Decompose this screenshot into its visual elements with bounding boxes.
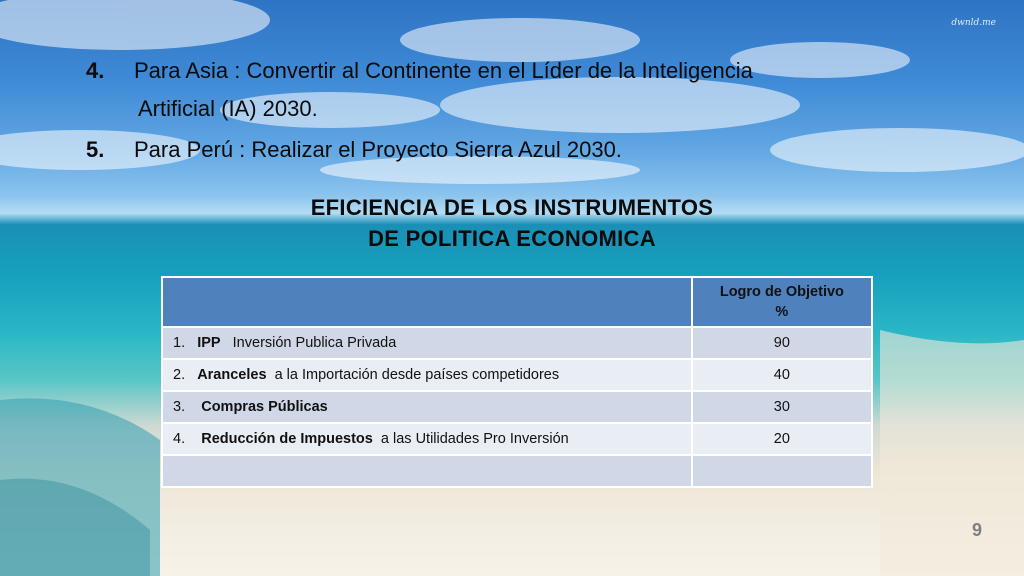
instrument-name: Compras Públicas	[201, 399, 328, 415]
instrument-name: IPP	[197, 335, 221, 351]
table-row-empty	[162, 455, 872, 487]
item-4-number: 4.	[86, 58, 105, 83]
header-percent-label: %	[775, 304, 789, 320]
table-row	[162, 423, 872, 455]
table-header-row	[162, 277, 872, 327]
value-cell	[692, 455, 872, 487]
instrument-cell	[162, 391, 692, 423]
value-cell: 30	[692, 391, 872, 423]
item-4-line-2: Artificial (IA) 2030.	[138, 96, 318, 121]
instrument-cell	[162, 455, 692, 487]
header-cell-achievement	[692, 277, 872, 327]
row-number: 3.	[173, 399, 186, 415]
instrument-detail: a la Importación desde países competidores	[274, 367, 560, 383]
table-row	[162, 327, 872, 359]
table-row	[162, 391, 872, 423]
value-cell: 90	[692, 327, 872, 359]
item-5-line	[86, 137, 622, 163]
instrument-name: Aranceles	[197, 367, 267, 383]
item-5-text: Para Perú : Realizar el Proyecto Sierra Azul 2030.	[134, 137, 622, 162]
value-cell: 40	[692, 359, 872, 391]
row-number: 2.	[173, 367, 186, 383]
efficiency-table	[161, 276, 873, 488]
table-row	[162, 359, 872, 391]
section-title-line-2: DE POLITICA ECONOMICA	[368, 226, 656, 251]
instrument-cell	[162, 327, 692, 359]
item-5-number: 5.	[86, 137, 105, 162]
value-cell: 20	[692, 423, 872, 455]
row-number: 4.	[173, 431, 186, 447]
instrument-cell	[162, 423, 692, 455]
header-achievement-label: Logro de Objetivo	[719, 284, 844, 300]
item-4-line-1	[86, 58, 753, 84]
instrument-detail: Inversión Publica Privada	[232, 335, 397, 351]
item-4-text: Para Asia : Convertir al Continente en el Líder de la Inteligencia	[134, 58, 753, 83]
row-number: 1.	[173, 335, 186, 351]
header-cell-instrument	[162, 277, 692, 327]
section-title-line-1: EFICIENCIA DE LOS INSTRUMENTOS	[310, 195, 714, 220]
instrument-detail: a las Utilidades Pro Inversión	[380, 431, 569, 447]
instrument-cell	[162, 359, 692, 391]
page-number: 9	[972, 520, 983, 540]
instrument-name: Reducción de Impuestos	[201, 431, 373, 447]
watermark: dwnld.me	[951, 18, 996, 28]
